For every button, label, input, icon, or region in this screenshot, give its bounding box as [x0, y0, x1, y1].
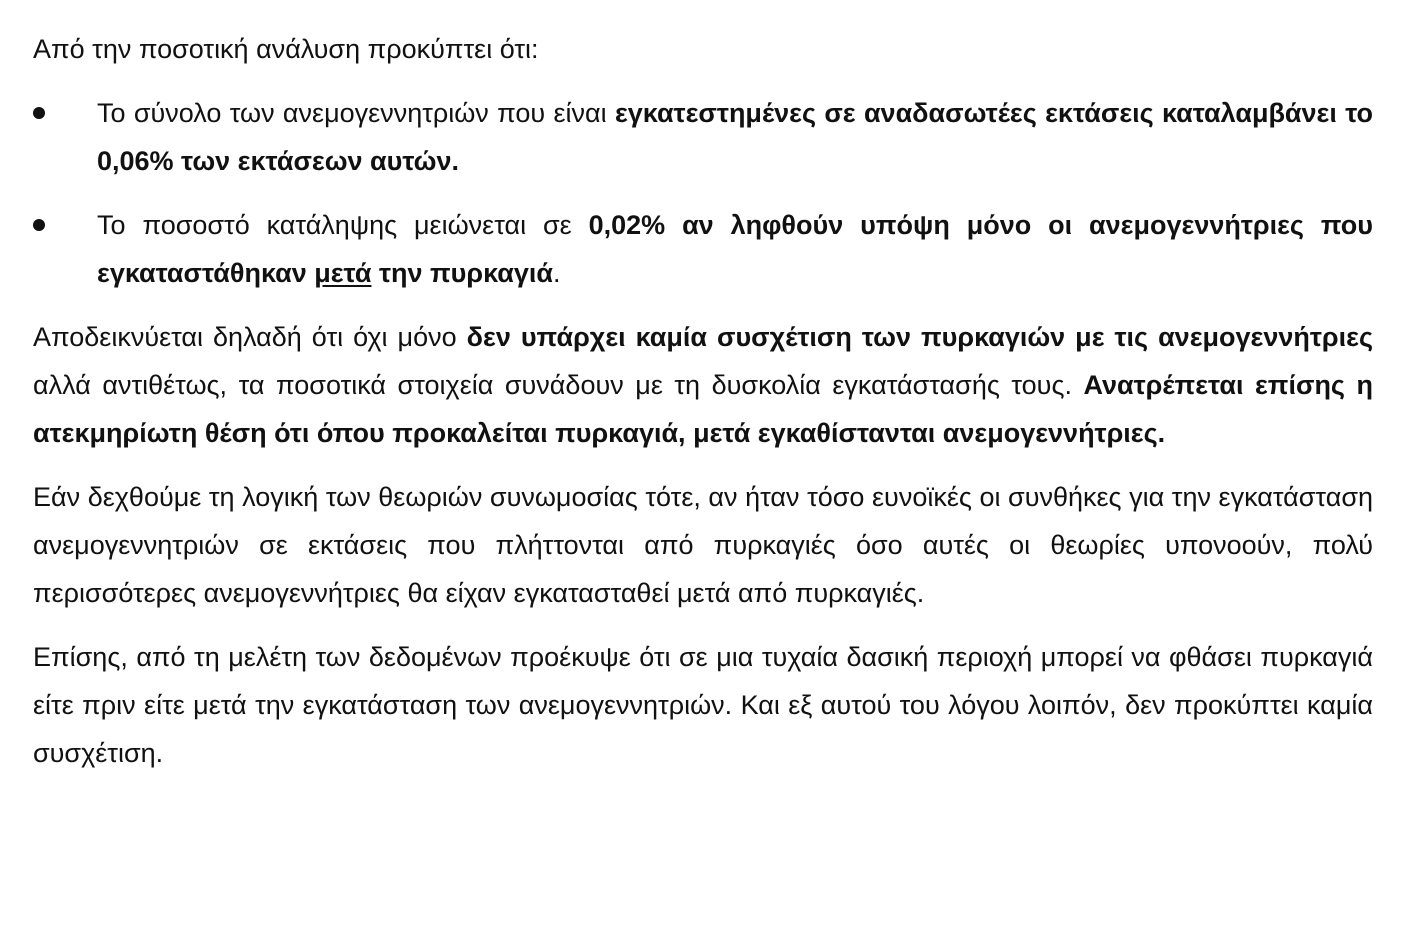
paragraph-3: Εάν δεχθούμε τη λογική των θεωριών συνωμοσίας τότε, αν ήταν τόσο ευνοϊκές οι συνθήκες για την εγκατάσταση ανεμογεννητριών σε εκτάσεις που πλήττονται από πυρκαγιές όσο αυτές οι θεωρίες υπονοούν, πολύ περισσότερες ανεμογεννήτριες θα είχαν εγκατασταθεί μετά από πυρκαγιές. — [33, 482, 1373, 608]
intro-line: Από την ποσοτική ανάλυση προκύπτει ότι: — [33, 34, 539, 64]
document-page — [33, 25, 1373, 793]
bullet-1-plain: Το σύνολο των ανεμογεννητριών που είναι — [97, 98, 615, 128]
paragraph-2-part1: Αποδεικνύεται δηλαδή ότι όχι μόνο — [33, 322, 467, 352]
bullet-2-underlined: μετά — [314, 258, 372, 288]
bullet-dot-icon — [33, 219, 45, 231]
paragraph-2-part2: αλλά αντιθέτως, τα ποσοτικά στοιχεία συνάδουν με τη δυσκολία εγκατάστασής τους. — [33, 370, 1084, 400]
bullet-2-plain: Το ποσοστό κατάληψης μειώνεται σε — [97, 210, 589, 240]
bullet-1-bold: εγκατεστημένες σε αναδασωτέες εκτάσεις καταλαμβάνει το 0,06% των εκτάσεων αυτών. — [97, 98, 1373, 176]
paragraph-4: Επίσης, από τη μελέτη των δεδομένων προέκυψε ότι σε μια τυχαία δασική περιοχή μπορεί να φθάσει πυρκαγιά είτε πριν είτε μετά την εγκατάσταση των ανεμογεννητριών. Και εξ αυτού του λόγου λοιπόν, δεν προκύπτει καμία συσχέτιση. — [33, 642, 1373, 768]
bullet-list — [33, 89, 1373, 297]
bullet-2-bold-1: 0,02% αν ληφθούν υπόψη μόνο οι ανεμογεννήτριες που εγκαταστάθηκαν — [97, 210, 1373, 288]
bullet-item-2 — [33, 201, 1373, 297]
paragraph-2 — [33, 313, 1373, 457]
bullet-2-bold-2: την πυρκαγιά — [371, 258, 553, 288]
paragraph-2-bold1: δεν υπάρχει καμία συσχέτιση των πυρκαγιών με τις ανεμογεννήτριες — [466, 322, 1373, 352]
bullet-item-1 — [33, 89, 1373, 185]
bullet-dot-icon — [33, 107, 45, 119]
paragraph-2-bold2: Ανατρέπεται επίσης η ατεκμηρίωτη θέση ότι όπου προκαλείται πυρκαγιά, μετά εγκαθίστανται ανεμογεννήτριες. — [33, 370, 1374, 448]
bullet-2-end: . — [552, 258, 561, 288]
